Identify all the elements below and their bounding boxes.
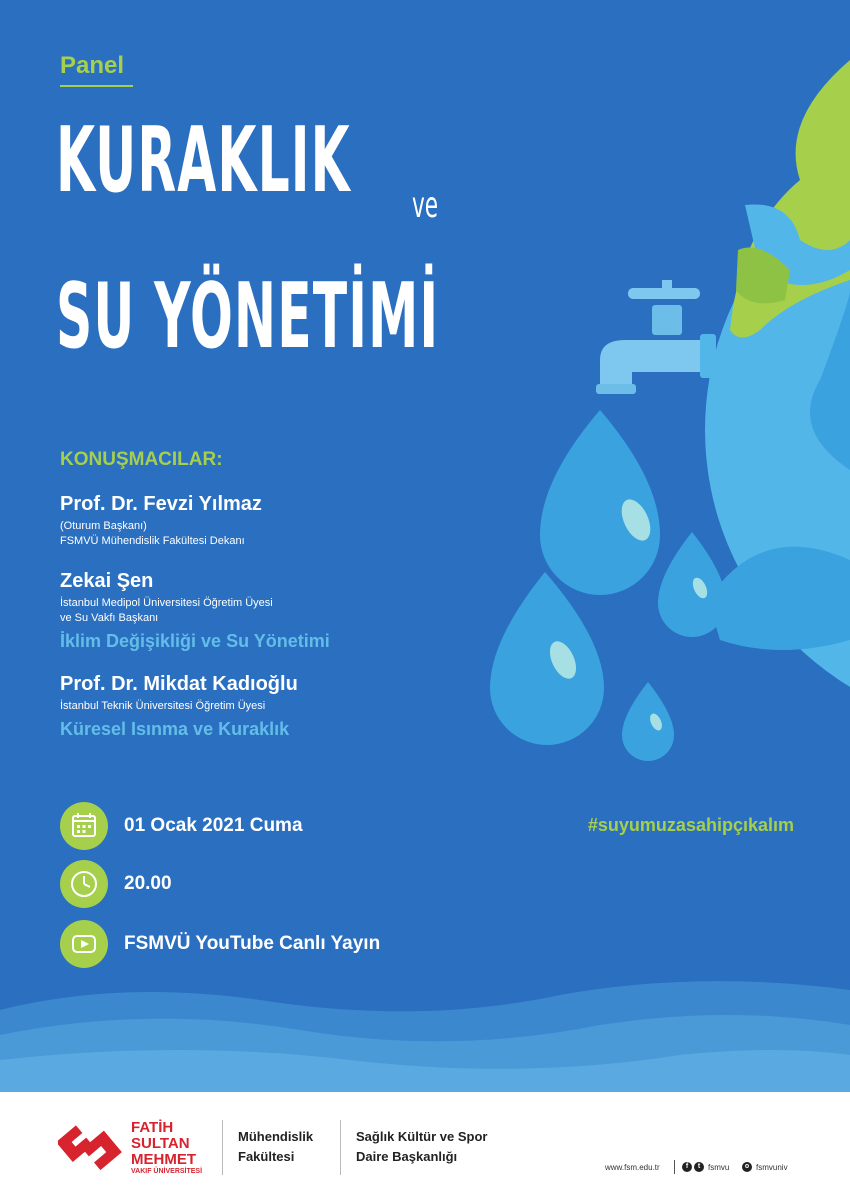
venue-badge (60, 920, 108, 968)
event-date: 01 Ocak 2021 Cuma (124, 815, 303, 836)
globe-icon (705, 60, 850, 730)
speaker-topic: İklim Değişikliği ve Su Yönetimi (60, 631, 330, 651)
speaker-name: Prof. Dr. Mikdat Kadıoğlu (60, 673, 298, 695)
title-connector: ve (412, 185, 439, 226)
faucet-icon (596, 280, 716, 394)
speaker-role: ve Su Vakfı Başkanı (60, 612, 159, 624)
panel-label: Panel (60, 52, 125, 79)
university-logo-icon (58, 1117, 124, 1179)
event-time: 20.00 (124, 873, 172, 894)
org1-line-2: Fakültesi (238, 1149, 295, 1164)
hashtag: #suyumuzasahipçıkalım (587, 815, 794, 835)
clock-icon (60, 860, 108, 908)
title-line-2: SU YÖNETİMİ (56, 264, 440, 369)
event-venue: FSMVÜ YouTube Canlı Yayın (124, 933, 381, 954)
speaker-role: (Oturum Başkanı) (60, 520, 147, 532)
twitter-icon[interactable]: t (694, 1162, 704, 1172)
date-badge (60, 802, 108, 850)
logo-line-4: VAKIF ÜNİVERSİTESİ (131, 1168, 203, 1175)
logo-line-1: FATİH (131, 1119, 174, 1136)
footer-divider (674, 1160, 675, 1174)
instagram-icon[interactable]: o (742, 1162, 752, 1172)
footer-divider (222, 1120, 223, 1175)
org2-line-1: Sağlık Kültür ve Spor (356, 1129, 488, 1144)
logo-line-2: SULTAN (131, 1135, 190, 1152)
time-badge (60, 860, 108, 908)
speaker-name: Zekai Şen (60, 570, 154, 592)
calendar-icon (60, 802, 108, 850)
speaker-affiliation: İstanbul Medipol Üniversitesi Öğretim Üyesi (60, 597, 273, 609)
speaker-affiliation: İstanbul Teknik Üniversitesi Öğretim Üyesi (60, 700, 266, 712)
speakers-heading: KONUŞMACILAR: (60, 449, 223, 470)
speaker-topic: Küresel Isınma ve Kuraklık (60, 719, 290, 739)
footer-divider (340, 1120, 341, 1175)
org1-line-1: Mühendislik (238, 1129, 314, 1144)
panel-underline (60, 85, 133, 87)
logo-line-3: MEHMET (131, 1151, 196, 1168)
org2-line-2: Daire Başkanlığı (356, 1149, 458, 1164)
title-line-1: KURAKLIK (56, 108, 351, 213)
play-icon (60, 920, 108, 968)
speaker-affiliation: FSMVÜ Mühendislik Fakültesi Dekanı (60, 535, 245, 547)
footer (0, 1092, 850, 1202)
facebook-icon[interactable]: f (682, 1162, 692, 1172)
speaker-name: Prof. Dr. Fevzi Yılmaz (60, 493, 262, 515)
social-handle-2[interactable]: fsmvuniv (756, 1163, 788, 1172)
water-drop-icon (490, 410, 726, 761)
social-handle-1[interactable]: fsmvu (708, 1163, 730, 1172)
website-link[interactable]: www.fsm.edu.tr (605, 1163, 660, 1172)
